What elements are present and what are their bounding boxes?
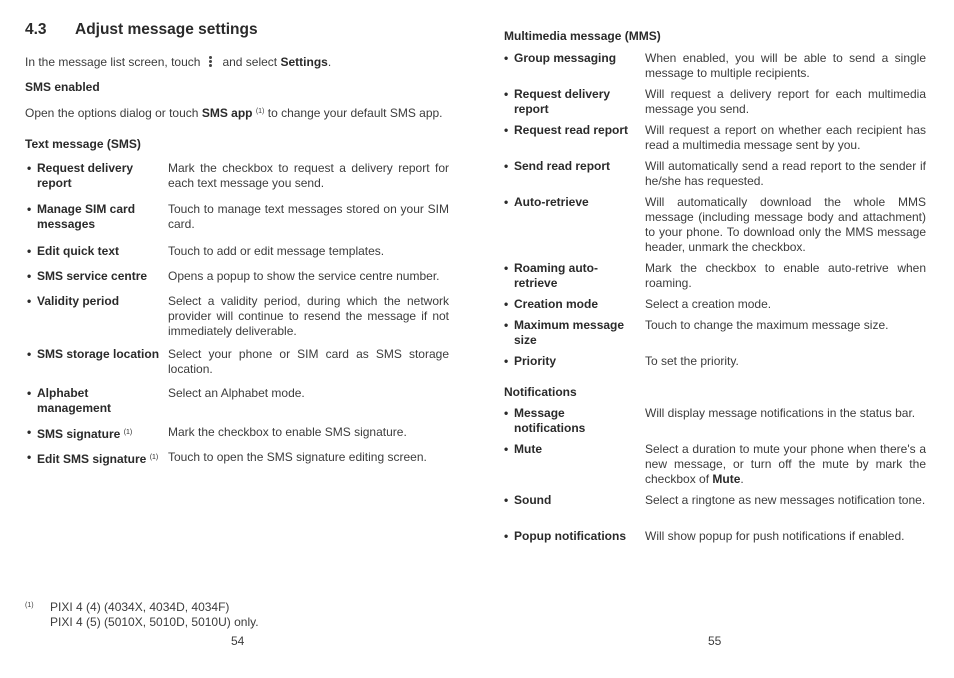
- item-desc: Select an Alphabet mode.: [168, 386, 305, 400]
- item-term: SMS signature $^{(1)}$: [37, 427, 133, 441]
- item-desc: Will request a delivery report for each multimedia message you send.: [645, 87, 926, 116]
- section-number: 4.3: [25, 21, 47, 38]
- item-desc: Select a validity period, during which the network provider will continue to resend the message if not immediately deliverable.: [168, 294, 449, 338]
- item-desc: When enabled, you will be able to send a single message to multiple recipients.: [645, 51, 926, 80]
- item-desc: Select a creation mode.: [645, 297, 772, 311]
- item-desc: Select a duration to mute your phone when there's a new message, or turn off the mute by mark the checkbox of Mute.: [645, 442, 926, 486]
- item-desc: Opens a popup to show the service centre number.: [168, 269, 440, 283]
- item-term: SMS service centre: [37, 269, 148, 283]
- item-term: Priority: [514, 354, 557, 368]
- footnote: [25, 600, 259, 630]
- footnote-ref: (1): [255, 108, 265, 115]
- footnote-ref: (1): [123, 429, 133, 436]
- sms-enabled-before: Open the options dialog or touch: [25, 106, 199, 120]
- left-page: 4.3 Adjust message settings In the message list screen, touch and select Settings. SMS enabled Open the options dialog or touch SMS app $^{(1)}$ to change your default SMS app. Text message (SMS) • Request delivery report Mark the checkbox to request a delivery report for each text message you send. • Manage SIM card messages Touch to manage text messages stored on your SIM card. • Edit quick text Touch to add or edit message templates. • SMS service centre Opens a popup to show the service centre number. • Validity period Select a validity period, during which the network provider will continue to resend the message if not immediately deliverable. • SMS storage location Select your phone or SIM card as SMS storage location. • Alphabet management Select an Alphabet mode. • SMS signature $^{(1)}$ Mark the checkbox to enable SMS signature. • Edit SMS signature $^{(1)}$ Touch to open the SMS signature editing screen. (1) PIXI 4 (4) (4034X, 4034D, 4034F) PIXI 4 (5) (5010X, 5010D, 5010U) only. 54: [25, 21, 449, 648]
- footnote-line: PIXI 4 (4) (4034X, 4034D, 4034F): [50, 600, 230, 614]
- sms-enabled-after: to change your default SMS app.: [267, 106, 443, 120]
- text-message-heading: Text message (SMS): [25, 137, 141, 151]
- item-desc: Mark the checkbox to enable auto-retrive when roaming.: [645, 261, 926, 290]
- item-desc: Select your phone or SIM card as SMS storage location.: [168, 347, 449, 376]
- item-desc: Will display message notifications in the status bar.: [645, 406, 916, 420]
- item-term: Auto-retrieve: [514, 195, 589, 209]
- item-term: Maximum message size: [514, 318, 625, 347]
- item-desc: Touch to open the SMS signature editing screen.: [168, 450, 427, 464]
- page-number: 55: [708, 634, 722, 648]
- item-desc: Touch to change the maximum message size.: [645, 318, 889, 332]
- item-desc: Will request a report on whether each recipient has read a multimedia message sent by you.: [645, 123, 926, 152]
- intro-end: .: [327, 55, 332, 69]
- item-term: Edit quick text: [37, 244, 120, 258]
- item-term: Roaming auto-retrieve: [514, 261, 598, 290]
- item-term: Request delivery report: [514, 87, 611, 116]
- intro-text: [25, 55, 331, 70]
- item-desc: Will show popup for push notifications if enabled.: [645, 529, 905, 543]
- intro-settings: Settings: [280, 55, 328, 69]
- item-term: Alphabet management: [37, 386, 112, 415]
- sms-app-label: SMS app: [201, 106, 253, 120]
- intro-before: In the message list screen, touch: [25, 55, 201, 69]
- sms-enabled-text: [25, 104, 443, 121]
- item-term: Request read report: [514, 123, 629, 137]
- section-title-text: Adjust message settings: [75, 21, 258, 38]
- item-term: Mute: [514, 442, 542, 456]
- section-title: [25, 21, 258, 39]
- item-desc: To set the priority.: [645, 354, 739, 368]
- mms-heading: Multimedia message (MMS): [504, 29, 661, 43]
- item-term: Request delivery report: [37, 161, 134, 190]
- footnote-mark: (1): [25, 602, 34, 609]
- item-term: Send read report: [514, 159, 611, 173]
- notifications-heading: Notifications: [504, 385, 577, 399]
- item-desc: Touch to manage text messages stored on your SIM card.: [168, 202, 449, 231]
- item-desc: Will automatically send a read report to the sender if he/she has requested.: [645, 159, 926, 188]
- item-term: Manage SIM card messages: [37, 202, 136, 231]
- item-term: Sound: [514, 493, 552, 507]
- item-desc: Mark the checkbox to enable SMS signature.: [168, 425, 407, 439]
- right-page: Multimedia message (MMS) • Group messaging When enabled, you will be able to send a single message to multiple recipients. • Request delivery report Will request a delivery report for each multimedia message you send. • Request read report Will request a report on whether each recipient has read a multimedia message sent by you. • Send read report Will automatically send a read report to the sender if he/she has requested. • Auto-retrieve Will automatically download the whole MMS message (including message body and attachment) to your phone. To download only the MMS message header, unmark the checkbox. • Roaming auto-retrieve Mark the checkbox to enable auto-retrive when roaming. • Creation mode Select a creation mode. • Maximum message size Touch to change the maximum message size. • Priority To set the priority. Notifications • Message notifications Will display message notifications in the status bar. • Mute Select a duration to mute your phone when there's a new message, or turn off the mute by mark the checkbox of Mute. • Sound Select a ringtone as new messages notification tone. • Popup notifications Will show popup for push notifications if enabled. 55: [504, 29, 926, 648]
- item-term: Validity period: [37, 294, 120, 308]
- item-desc: Touch to add or edit message templates.: [168, 244, 385, 258]
- page-number: 54: [231, 634, 245, 648]
- item-term: Popup notifications: [514, 529, 626, 543]
- more-options-icon: [209, 55, 213, 68]
- sms-enabled-heading: SMS enabled: [25, 80, 100, 94]
- item-desc: Will automatically download the whole MMS message (including message body and attachment) to your phone. To download only the MMS message header, unmark the checkbox.: [645, 195, 926, 254]
- footnote-line: PIXI 4 (5) (5010X, 5010D, 5010U) only.: [50, 615, 259, 629]
- intro-middle: and select: [222, 55, 278, 69]
- item-desc: Select a ringtone as new messages notification tone.: [645, 493, 926, 507]
- item-term: Edit SMS signature $^{(1)}$: [37, 452, 159, 466]
- item-term: SMS storage location: [37, 347, 160, 361]
- footnote-ref: (1): [149, 454, 159, 461]
- item-term: Group messaging: [514, 51, 617, 65]
- item-term: Creation mode: [514, 297, 599, 311]
- item-desc: Mark the checkbox to request a delivery report for each text message you send.: [168, 161, 449, 190]
- item-term: Message notifications: [514, 406, 586, 435]
